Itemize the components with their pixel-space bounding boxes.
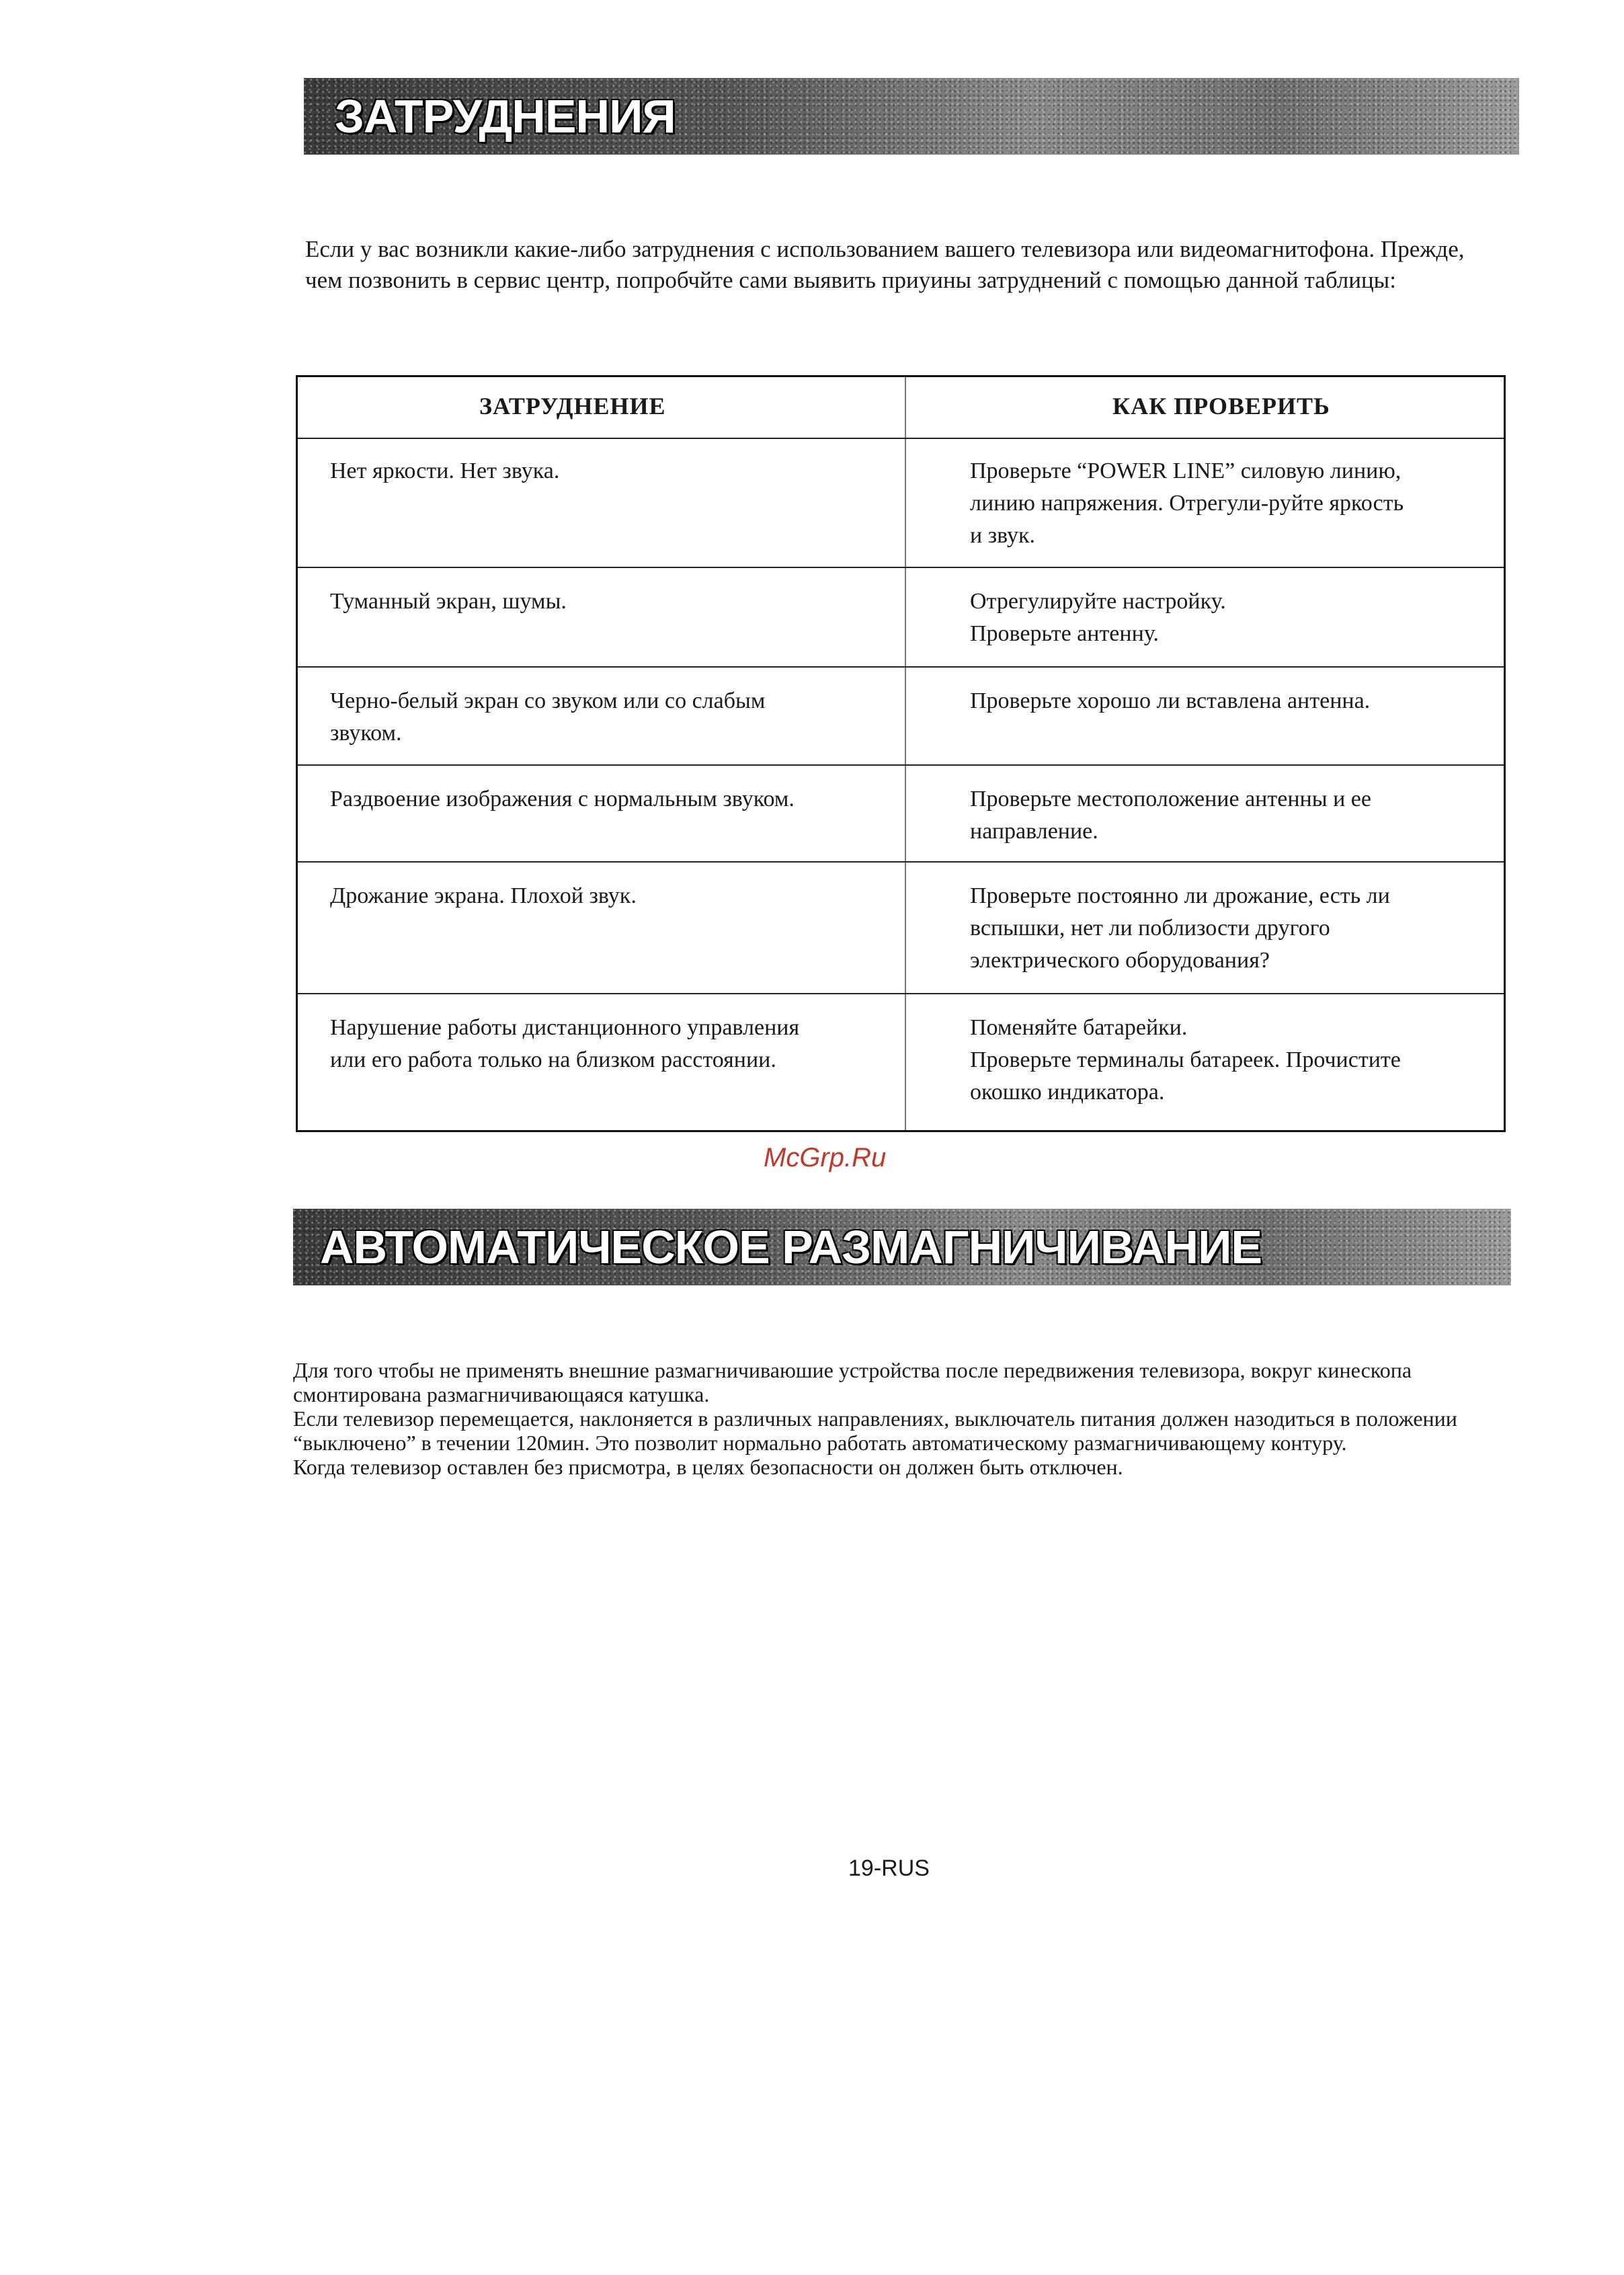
- problem-cell: Нет яркости. Нет звука.: [330, 458, 560, 483]
- check-cell: Проверьте “POWER LINE” силовую линию, линию напряжения. Отрегули-руйте яркость и звук.: [970, 458, 1404, 548]
- table-row: [298, 994, 1504, 1130]
- check-cell: Проверьте постоянно ли дрожание, есть ли вспышки, нет ли поблизости другого электрического оборудования?: [970, 883, 1390, 973]
- section-header-banner: [293, 1209, 1511, 1285]
- check-cell: Отрегулируйте настройку. Проверьте антенну.: [970, 589, 1226, 646]
- degaussing-text: [293, 1358, 1503, 1479]
- paragraph: Когда телевизор оставлен без присмотра, в целях безопасности он должен быть отключен.: [293, 1455, 1123, 1479]
- section-title-degaussing: АВТОМАТИЧЕСКОЕ РАЗМАГНИЧИВАНИЕ: [320, 1221, 1262, 1273]
- problem-cell: Туманный экран, шумы.: [330, 589, 567, 614]
- watermark: McGrp.Ru: [764, 1143, 887, 1172]
- problem-cell: Черно-белый экран со звуком или со слабым звуком.: [330, 688, 766, 746]
- check-cell: Проверьте хорошо ли вставлена антенна.: [970, 688, 1371, 713]
- problem-cell: Нарушение работы дистанционного управления или его работа только на близком расстоянии.: [330, 1015, 800, 1072]
- column-header-check: КАК ПРОВЕРИТЬ: [1112, 393, 1330, 420]
- section-header-banner: [304, 78, 1519, 155]
- paragraph: Для того чтобы не применять внешние размагничиваюшие устройства после передвижения телевизора, вокруг кинескопа смонтирована размагничивающаяся катушка.: [293, 1358, 1412, 1406]
- column-header-problem: ЗАТРУДНЕНИЕ: [479, 393, 666, 420]
- problem-cell: Раздвоение изображения с нормальным звуком.: [330, 787, 795, 811]
- table-row: [298, 863, 1504, 994]
- table-row: [298, 438, 1504, 568]
- table-row: [298, 668, 1504, 766]
- check-cell: Поменяйте батарейки. Проверьте терминалы батареек. Прочистите окошко индикатора.: [970, 1015, 1401, 1105]
- problem-cell: Дрожание экрана. Плохой звук.: [330, 883, 637, 908]
- page-number: 19-RUS: [848, 1855, 930, 1881]
- table-row: [298, 766, 1504, 863]
- section-title-troubleshooting: ЗАТРУДНЕНИЯ: [335, 90, 676, 143]
- troubleshooting-table: [296, 375, 1506, 1132]
- paragraph: Если телевизор перемещается, наклоняется в различных направлениях, выключатель питания должен назодиться в положении “выключено” в течении 120мин. Это позволит нормально работать автоматическому размагничивающему контуру.: [293, 1406, 1457, 1455]
- table-row: [298, 568, 1504, 668]
- table-header-row: [298, 377, 1504, 439]
- intro-paragraph: Если у вас возникли какие-либо затруднения с использованием вашего телевизора или видеомагнитофона. Прежде, чем позвонить в сервис центр, попробчйте сами выявить приуины затруднений с помощью данной таблицы:: [305, 236, 1465, 293]
- check-cell: Проверьте местоположение антенны и ее направление.: [970, 787, 1371, 844]
